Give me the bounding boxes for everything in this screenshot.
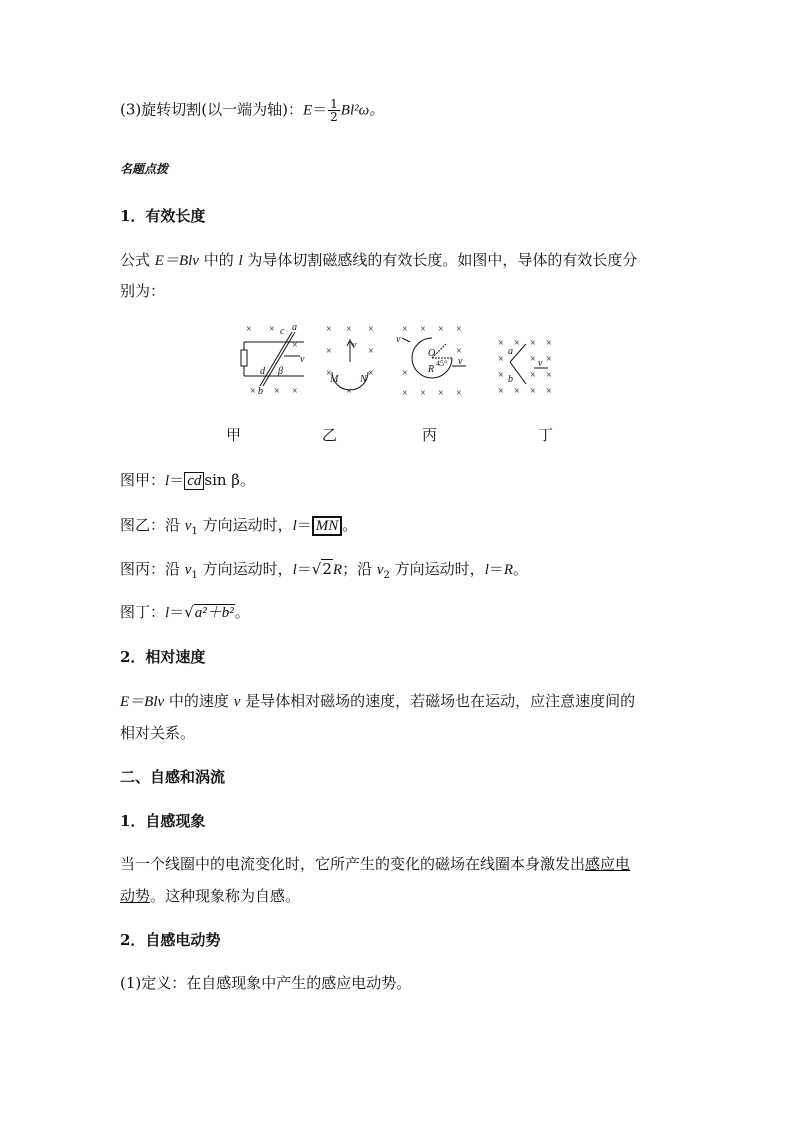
heading-relative-velocity: 2．相对速度 (120, 648, 206, 666)
heading-effective-length: 1．有效长度 (120, 207, 206, 225)
label-M: M (330, 374, 339, 385)
fraction-half (328, 98, 340, 123)
fig-yi-eq: ＝ (296, 516, 312, 534)
heading-self-induction-phenomenon: 1．自感现象 (120, 812, 206, 830)
para1-eq: E＝Blv (154, 253, 199, 269)
para1-l: l (238, 253, 243, 269)
cross: × (514, 338, 520, 349)
fig-ding-prefix: 图丁： (120, 603, 166, 621)
cross: × (530, 386, 536, 397)
label-beta: β (278, 366, 283, 377)
para2-text-b: 是导体相对磁场的速度，若磁场也在运动，应注意速度间的 (240, 692, 636, 710)
label-b: b (258, 386, 263, 397)
figure-bing (396, 320, 472, 400)
para3-line1 (120, 853, 630, 874)
cross: × (498, 354, 504, 365)
line-rotation-formula (120, 98, 384, 123)
cross: × (292, 386, 298, 397)
fig-jia-prefix: 图甲： (120, 471, 166, 489)
sqrt-a2-b2: a²＋b² (194, 605, 234, 621)
cross: × (546, 354, 552, 365)
label-a: a (292, 322, 297, 333)
para3-text-b: 。这种现象称为自感。 (150, 887, 301, 905)
fig-bing-sub2: 2 (383, 570, 390, 581)
fig-yi-prefix: 图乙：沿 (120, 516, 185, 534)
fig-jia-l: l (165, 473, 170, 489)
resistor-icon (241, 350, 247, 366)
cross: × (292, 340, 298, 351)
figure-jia (238, 320, 310, 398)
cross: × (498, 386, 504, 397)
cross: × (346, 386, 352, 397)
fig-yi-mid: 方向运动时， (197, 516, 293, 534)
sqrt-symbol: √ (184, 603, 194, 621)
para3-underline-2: 动势 (120, 887, 151, 905)
line1-eq-left: E (302, 102, 313, 119)
cross: × (498, 338, 504, 349)
line1-eq-sign: ＝ (312, 100, 328, 119)
label-v: v (300, 354, 305, 365)
para3-underline-1: 感应电 (585, 855, 631, 873)
label-v1: v (396, 334, 401, 345)
fraction-den: 2 (330, 110, 338, 124)
heading-self-induction: 二、自感和涡流 (120, 768, 226, 786)
figure-label-yi: 乙 (322, 426, 338, 444)
fraction-num: 1 (330, 97, 338, 111)
cross: × (498, 370, 504, 381)
para3-line2 (120, 885, 300, 906)
cross: × (368, 368, 374, 379)
label-v1: v (352, 340, 357, 351)
cross: × (456, 346, 462, 357)
label-angle: 45° (436, 359, 448, 368)
sqrt-symbol: √ (311, 560, 322, 578)
fig-yi-sub: 1 (191, 526, 198, 537)
para2-line2: 相对关系。 (120, 724, 196, 742)
label-N: N (360, 374, 367, 385)
label-c: c (280, 326, 285, 337)
sqrt-2: 2 (322, 560, 332, 578)
fig-jia-tail: sin β。 (204, 471, 255, 489)
cross: × (368, 346, 374, 357)
cross: × (326, 346, 332, 357)
para4-definition: (1)定义：在自感现象中产生的感应电动势。 (120, 974, 412, 992)
cross: × (438, 388, 444, 399)
label-d: d (260, 366, 265, 377)
para1-text-a: 公式 (120, 251, 155, 269)
label-a: a (508, 346, 513, 357)
label-b: b (508, 374, 513, 385)
fig-bing-R1: R (332, 562, 343, 578)
fig-bing-v2: v (376, 562, 384, 578)
section-tag: 名题点拨 (120, 162, 169, 176)
fig-jia-line (120, 469, 255, 490)
cross: × (420, 324, 426, 335)
cross: × (546, 386, 552, 397)
para1-text-c: 为导体切割磁感线的有效长度。如图中，导体的有效长度分 (242, 251, 638, 269)
heading-self-induced-emf: 2．自感电动势 (120, 931, 221, 949)
cross: × (402, 324, 408, 335)
fig-bing-eq2: ＝ (488, 560, 504, 578)
fig-bing-l1: l (292, 562, 297, 578)
figure-yi (322, 320, 384, 398)
cross: × (368, 324, 374, 335)
fig-bing-l2: l (484, 562, 489, 578)
fig-yi-v: v (184, 518, 192, 534)
para2-text-a: 中的速度 (164, 692, 234, 710)
fig-ding-line (120, 601, 250, 622)
cross-grid-bing (402, 324, 462, 399)
cross: × (269, 324, 275, 335)
label-v2: v (458, 356, 463, 367)
cross: × (326, 324, 332, 335)
cross: × (274, 386, 280, 397)
fig-yi-tail: 。 (342, 516, 358, 534)
cross: × (514, 386, 520, 397)
fig-bing-mid3: 方向运动时， (389, 560, 485, 578)
line1-tail: Bl²ω。 (340, 102, 385, 119)
para1-line2: 别为： (120, 282, 166, 300)
fig-bing-v1: v (184, 562, 192, 578)
cross: × (438, 324, 444, 335)
fig-bing-tail: 。 (513, 560, 529, 578)
velocity-arrow-v1 (402, 338, 410, 342)
label-O: O (428, 348, 436, 359)
cross: × (420, 388, 426, 399)
fig-bing-line (120, 558, 528, 581)
cross: × (530, 354, 536, 365)
para2-eq: E＝Blv (120, 694, 165, 710)
para2-v: v (233, 694, 241, 710)
figure-ding (496, 320, 558, 398)
boxed-MN: MN (312, 516, 343, 536)
figure-label-ding: 丁 (538, 426, 554, 444)
para1-line1 (120, 249, 637, 270)
label-v: v (538, 358, 543, 369)
para2-line1 (120, 690, 635, 711)
cross: × (246, 324, 252, 335)
cross: × (546, 338, 552, 349)
para1-text-b: 中的 (198, 251, 239, 269)
fig-yi-l: l (292, 518, 297, 534)
cross: × (402, 368, 408, 379)
line1-prefix: (3)旋转切割(以一端为轴)： (120, 100, 303, 119)
fig-bing-prefix: 图丙：沿 (120, 560, 185, 578)
fig-jia-eq: ＝ (169, 471, 185, 489)
cross: × (546, 370, 552, 381)
cross: × (530, 338, 536, 349)
fig-ding-tail: 。 (234, 603, 250, 621)
cross: × (326, 368, 332, 379)
fig-bing-R2: R (503, 562, 514, 578)
fig-ding-l: l (165, 605, 170, 621)
cross: × (530, 370, 536, 381)
fig-ding-eq: ＝ (169, 603, 185, 621)
fig-yi-line (120, 514, 357, 537)
figure-label-jia: 甲 (226, 426, 242, 444)
conductor-rod (260, 332, 292, 386)
cross: × (250, 386, 256, 397)
label-R: R (428, 364, 435, 375)
cross: × (346, 324, 352, 335)
fig-bing-mid2: ；沿 (342, 560, 377, 578)
boxed-cd: cd (184, 472, 204, 490)
cross: × (402, 388, 408, 399)
figure-label-bing: 丙 (422, 426, 438, 444)
fig-bing-eq1: ＝ (296, 560, 312, 578)
cross: × (456, 324, 462, 335)
cross: × (456, 388, 462, 399)
fig-bing-sub1: 1 (191, 570, 198, 581)
fig-bing-mid1: 方向运动时， (197, 560, 293, 578)
para3-text-a: 当一个线圈中的电流变化时，它所产生的变化的磁场在线圈本身激发出 (120, 855, 586, 873)
